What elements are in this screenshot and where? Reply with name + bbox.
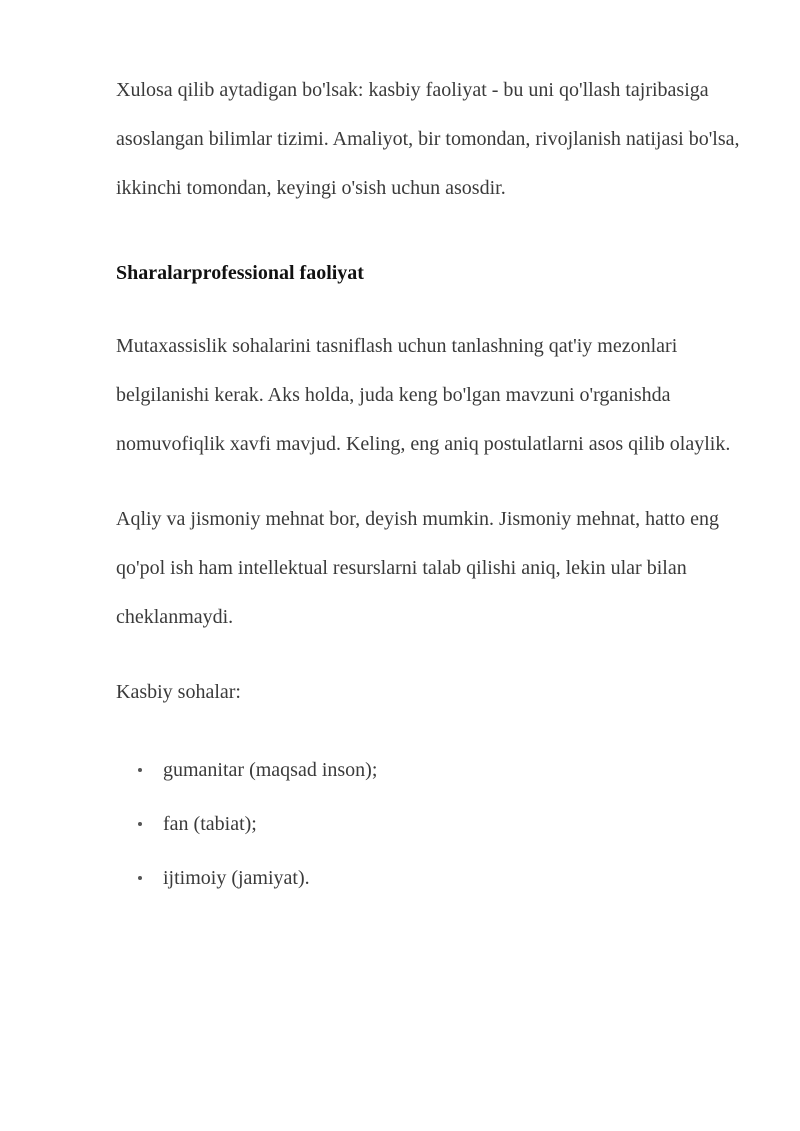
bullet-icon xyxy=(138,768,142,772)
list-item-text: fan (tabiat); xyxy=(163,813,257,835)
list-item xyxy=(116,797,756,851)
bullet-icon xyxy=(138,876,142,880)
list-item-text: gumanitar (maqsad inson); xyxy=(163,759,378,781)
paragraph-list-intro: Kasbiy sohalar: xyxy=(116,681,241,703)
paragraph-criteria: Mutaxassislik sohalarini tasniflash uchun tanlashning qat'iy mezonlari belgilanishi kerak. Aks holda, juda keng bo'lgan mavzuni o'rganishda nomuvofiqlik xavfi mavjud. Keling, eng aniq postulatlarni asos qilib olaylik. xyxy=(116,335,731,455)
list-item xyxy=(116,743,756,797)
document-page xyxy=(116,66,756,905)
paragraph-labor: Aqliy va jismoniy mehnat bor, deyish mumkin. Jismoniy mehnat, hatto eng qo'pol ish ham intellektual resurslarni talab qilishi aniq, lekin ular bilan cheklanmaydi. xyxy=(116,508,720,628)
list-item xyxy=(116,851,756,905)
bullet-list xyxy=(116,743,756,905)
paragraph-intro: Xulosa qilib aytadigan bo'lsak: kasbiy faoliyat - bu uni qo'llash tajribasiga asoslangan bilimlar tizimi. Amaliyot, bir tomondan, rivojlanish natijasi bo'lsa, ikkinchi tomondan, keyingi o'sish uchun asosdir. xyxy=(116,79,740,199)
bullet-icon xyxy=(138,822,142,826)
section-heading: Sharalarprofessional faoliyat xyxy=(116,262,364,284)
list-item-text: ijtimoiy (jamiyat). xyxy=(163,867,310,889)
